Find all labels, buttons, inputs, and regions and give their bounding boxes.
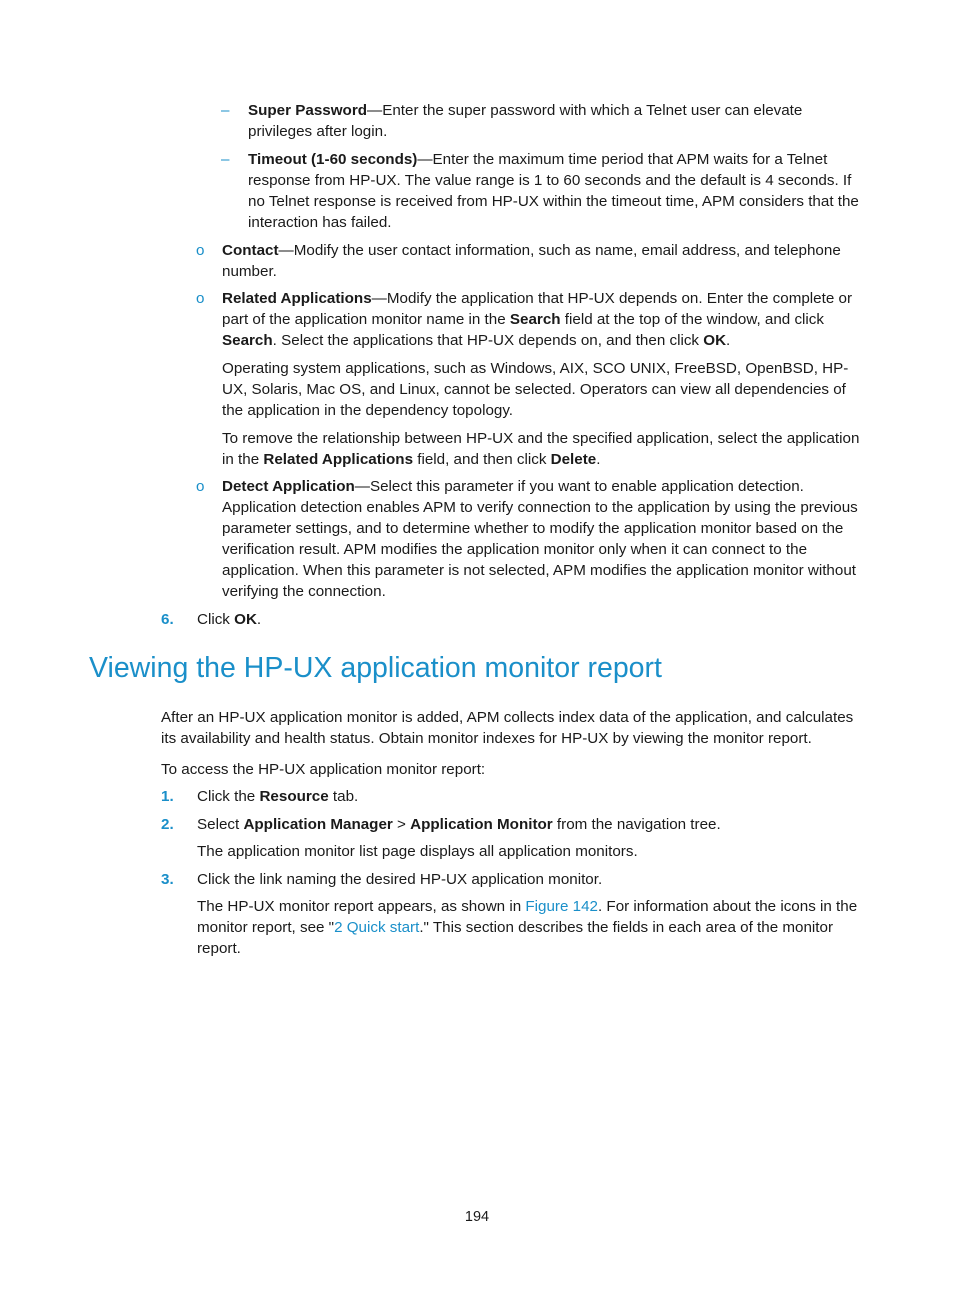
text: > [392, 816, 411, 833]
related-remove-note [222, 428, 868, 470]
text: field, and then click [413, 451, 551, 468]
text: Click the [197, 788, 260, 805]
desc: —Modify the user contact information, such as name, email address, and telephone number. [222, 242, 841, 280]
circle-marker: o [196, 290, 205, 307]
bold: Related Applications [263, 451, 414, 468]
text: . For information about the icons in the monitor report, see " [197, 898, 858, 936]
quick-start-link[interactable]: 2 Quick start [334, 919, 420, 936]
bold: OK [703, 332, 727, 349]
step-1 [197, 786, 867, 807]
bold: OK [234, 611, 257, 628]
circle-marker: o [196, 478, 205, 495]
step-3-note [197, 896, 867, 959]
text: Select [197, 816, 244, 833]
text: from the navigation tree. [552, 816, 721, 833]
term: Super Password [248, 102, 368, 119]
text: To remove the relationship between HP-UX and the specified application, select the application in the [222, 430, 860, 468]
step-3: Click the link naming the desired HP-UX application monitor. [197, 871, 603, 888]
term: Related Applications [222, 290, 372, 307]
contact-item [222, 240, 868, 282]
step-number: 1. [161, 788, 174, 805]
dash-marker: – [221, 102, 230, 119]
text: The HP-UX monitor report appears, as shown in [197, 898, 526, 915]
access-lead: To access the HP-UX application monitor report: [161, 761, 486, 778]
circle-marker: o [196, 242, 205, 259]
text: field at the top of the window, and click [560, 311, 824, 328]
related-applications-item [222, 288, 868, 351]
page-number: 194 [464, 1209, 490, 1225]
section-intro: After an HP-UX application monitor is added, APM collects index data of the application, and calculates its availability and health status. Obtain monitor indexes for HP-UX by viewing the monitor report. [161, 709, 854, 747]
bold: Application Monitor [410, 816, 553, 833]
bold: Resource [259, 788, 329, 805]
section-title: Viewing the HP-UX application monitor report [89, 652, 662, 684]
text: ." This section describes the fields in each area of the monitor report. [197, 919, 834, 957]
text: . [726, 332, 731, 349]
term: Contact [222, 242, 279, 259]
step-2-note: The application monitor list page displays all application monitors. [197, 843, 638, 860]
text: —Modify the application that HP-UX depends on. Enter the complete or part of the application monitor name in the [222, 290, 853, 328]
detect-application-item [222, 476, 868, 602]
super-password-item [248, 100, 868, 142]
desc: —Enter the maximum time period that APM waits for a Telnet response from HP-UX. The value range is 1 to 60 seconds and the default is 4 seconds. If no Telnet response is received from HP-UX within the timeout time, APM considers that the interaction has failed. [248, 151, 859, 231]
text: Click [197, 611, 235, 628]
step-number: 2. [161, 816, 174, 833]
term: Detect Application [222, 478, 355, 495]
bold: Search [509, 311, 561, 328]
bold: Delete [550, 451, 597, 468]
bold: Search [222, 332, 273, 349]
step-number: 3. [161, 871, 174, 888]
text: . Select the applications that HP-UX depends on, and then click [272, 332, 704, 349]
step-2 [197, 814, 867, 835]
dash-marker: – [221, 151, 230, 168]
text: tab. [328, 788, 359, 805]
bold: Application Manager [243, 816, 393, 833]
timeout-item [248, 149, 868, 233]
text: . [596, 451, 601, 468]
desc: —Select this parameter if you want to enable application detection. Application detection enables APM to verify connection to the application by using the previous parameter settings, and to determine whether to modify the application monitor based on the verification result. APM modifies the application monitor only when it can connect to the application. When this parameter is not selected, APM modifies the application monitor without verifying the connection. [222, 478, 858, 600]
step-number: 6. [161, 611, 174, 628]
term: Timeout (1-60 seconds) [248, 151, 418, 168]
figure-142-link[interactable]: Figure 142 [525, 898, 598, 915]
step-6 [197, 609, 867, 630]
text: . [256, 611, 262, 628]
desc: —Enter the super password with which a Telnet user can elevate privileges after login. [248, 102, 803, 140]
related-note: Operating system applications, such as Windows, AIX, SCO UNIX, FreeBSD, OpenBSD, HP-UX, Solaris, Mac OS, and Linux, cannot be selected. Operators can view all dependencies of the application in the dependency topology. [222, 360, 849, 419]
